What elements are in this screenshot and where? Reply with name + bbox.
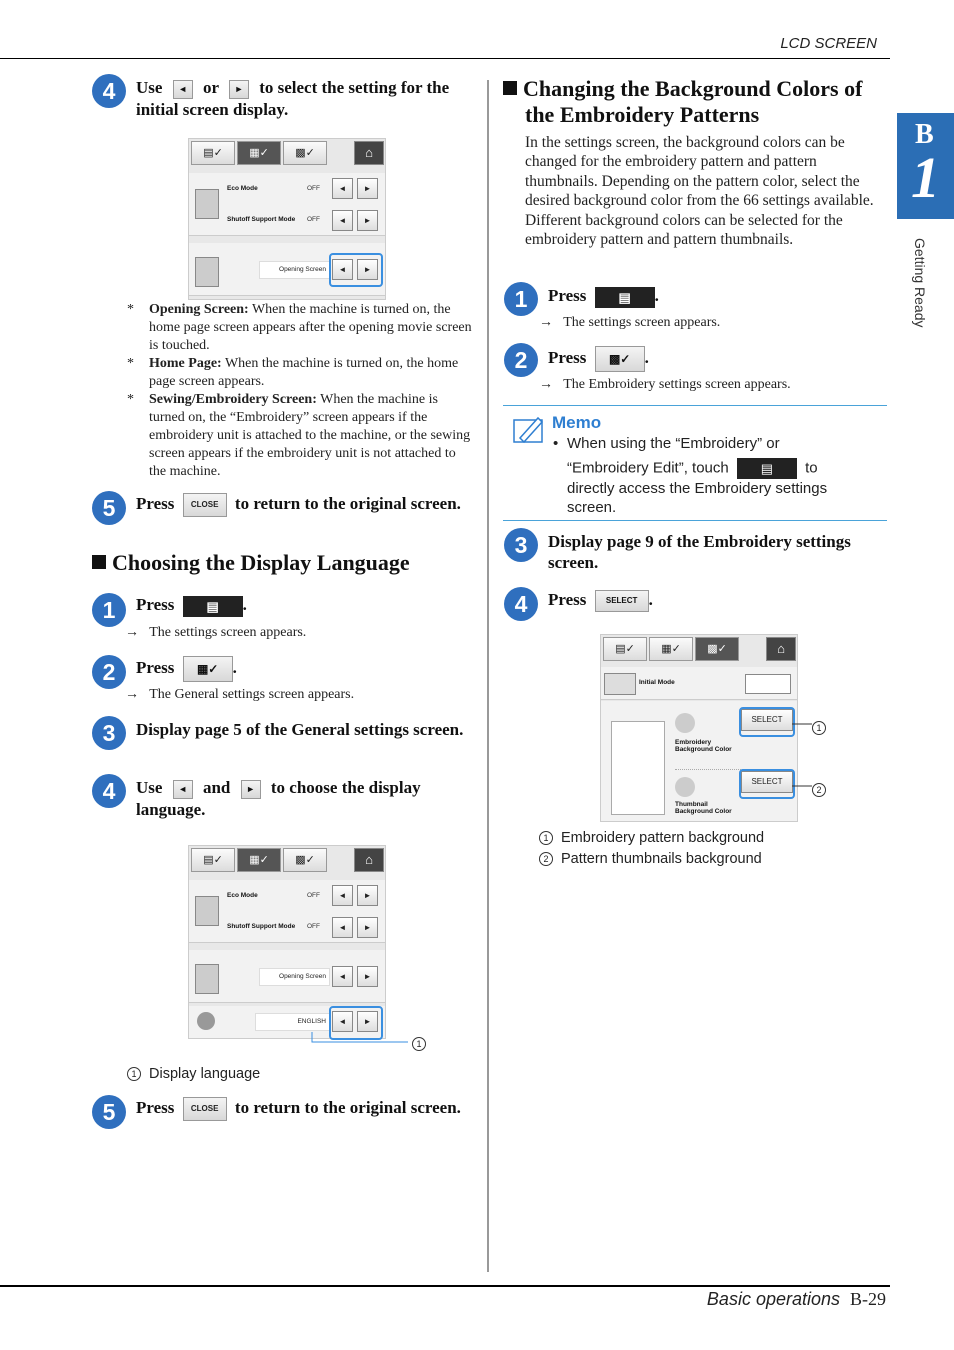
settings-button[interactable] <box>183 596 243 617</box>
step-number: 5 <box>92 491 126 525</box>
settings-tab-icon: ▤✓ <box>203 147 223 159</box>
home-icon: ⌂ <box>777 641 785 656</box>
screen-tab-bar <box>189 846 385 872</box>
shutoff-label: Shutoff Support Mode <box>227 216 296 223</box>
footer-rule <box>0 1285 890 1287</box>
thumbnail-bg-label: Thumbnail Background Color <box>675 801 732 815</box>
step-result: → The General settings screen appears. <box>125 687 355 702</box>
caption-text: Display language <box>149 1066 261 1082</box>
step-word: . <box>644 347 649 367</box>
section-title-line <box>503 76 888 102</box>
step-word: and <box>202 778 231 797</box>
memo-title: Memo <box>552 413 602 432</box>
palette-icon <box>675 713 695 733</box>
step-word: Press <box>548 590 587 609</box>
memo-word: “Embroidery Edit”, touch <box>567 458 729 476</box>
eco-panel <box>189 173 385 236</box>
running-footer <box>707 1289 886 1310</box>
close-button[interactable]: CLOSE <box>183 1097 227 1121</box>
general-settings-button[interactable] <box>183 656 233 682</box>
heading-square <box>503 81 517 95</box>
home-button[interactable] <box>766 637 796 661</box>
highlight-frame <box>739 769 795 799</box>
callout-circle: 2 <box>812 783 826 797</box>
initial-mode-icon <box>604 673 636 695</box>
settings-tab-icon: ▤✓ <box>615 643 635 655</box>
running-header: LCD SCREEN <box>780 35 877 52</box>
step-word: Press <box>548 347 587 367</box>
step-number: 3 <box>92 716 126 750</box>
step-word: to choose the display language. <box>136 778 421 819</box>
language-left-arrow[interactable]: ◄ <box>332 1011 353 1032</box>
settings-tab-icon: ▤✓ <box>203 854 223 866</box>
home-button[interactable] <box>354 141 384 165</box>
initial-mode-panel <box>601 667 797 700</box>
step-word: Press <box>136 657 175 677</box>
step-text <box>136 594 247 617</box>
sewing-machine-check-icon: ▦✓ <box>196 662 219 676</box>
eco-mode-label: Eco Mode <box>227 185 258 192</box>
notepad-icon: ▤ <box>618 289 631 305</box>
highlight-frame <box>329 253 383 287</box>
screen-tab-bar <box>601 635 797 661</box>
embroidery-settings-button[interactable] <box>595 346 645 372</box>
thumbnail-bg-select-button[interactable]: SELECT <box>741 771 793 793</box>
step-word: or <box>202 78 219 97</box>
step-word: Use <box>136 78 163 97</box>
sewing-machine-check-icon: ▦✓ <box>661 643 681 655</box>
left-arrow-button[interactable]: ◄ <box>173 780 193 799</box>
result-text: The Embroidery settings screen appears. <box>563 377 791 392</box>
callout-number <box>812 717 826 736</box>
step-word: to return to the original screen. <box>234 1098 461 1117</box>
left-arrow-button[interactable]: ◄ <box>173 80 193 99</box>
step-result: → The settings screen appears. <box>539 315 721 330</box>
step-word: Press <box>136 1098 175 1117</box>
note-text: When the machine is turned on, the home page screen appears. <box>149 356 459 389</box>
caption-text: Pattern thumbnails background <box>561 851 762 867</box>
opening-screen-value: Opening Screen <box>259 968 330 986</box>
memo-bottom-rule <box>503 520 887 521</box>
memo-word: to <box>805 458 818 476</box>
shutoff-value: OFF <box>307 216 320 223</box>
step-word: Press <box>136 595 175 614</box>
step-word: . <box>232 657 237 677</box>
figure-caption <box>127 1066 260 1082</box>
settings-button[interactable] <box>737 458 797 479</box>
eco-panel <box>189 880 385 943</box>
lcd-general-settings-screen <box>188 138 386 300</box>
initial-mode-label: Initial Mode <box>639 679 675 686</box>
language-right-arrow[interactable]: ► <box>357 1011 378 1032</box>
figure-caption <box>539 830 764 846</box>
notepad-icon: ▤ <box>760 460 774 476</box>
note-item <box>127 301 472 355</box>
step-word: Press <box>548 286 587 305</box>
step-word: . <box>648 590 653 609</box>
language-value: ENGLISH <box>255 1013 330 1031</box>
section-title: Changing the Background Colors of <box>523 76 863 101</box>
chapter-tab <box>897 113 954 219</box>
embroidery-check-icon: ▩✓ <box>295 147 315 159</box>
opening-left-arrow[interactable]: ◄ <box>332 966 353 987</box>
header-rule <box>0 58 890 59</box>
opening-right-arrow[interactable]: ► <box>357 966 378 987</box>
chapter-side-title: Getting Ready <box>912 238 928 328</box>
step-text <box>136 777 466 820</box>
step-text <box>136 493 481 517</box>
opening-panel <box>189 950 385 1003</box>
step-number: 1 <box>504 282 538 316</box>
memo-line: directly access the Embroidery settings screen. <box>567 479 828 516</box>
home-icon: ⌂ <box>365 852 373 867</box>
step-number: 4 <box>92 74 126 108</box>
memo-item <box>553 434 873 518</box>
embroidery-check-icon: ▩✓ <box>295 854 315 866</box>
note-item <box>127 355 472 391</box>
opening-screen-icon <box>195 964 219 994</box>
general-settings-tab[interactable] <box>649 637 693 661</box>
general-settings-tab[interactable] <box>237 141 281 165</box>
note-bullet: * <box>127 302 134 317</box>
opening-left-arrow[interactable]: ◄ <box>332 259 353 280</box>
home-button[interactable] <box>354 848 384 872</box>
column-divider <box>487 80 489 1272</box>
step-text <box>548 346 649 372</box>
embroidery-check-icon: ▩✓ <box>608 352 631 366</box>
step-text <box>136 77 476 120</box>
section-title: Choosing the Display Language <box>112 550 410 575</box>
caption-text: Embroidery pattern background <box>561 830 765 846</box>
step-number: 4 <box>504 587 538 621</box>
note-text: When the machine is turned on, the home page screen appears after the opening movie screen is touched. <box>149 302 472 353</box>
callout-number <box>812 779 826 798</box>
intro-paragraph: In the settings screen, the background colors can be changed for the embroidery pattern and pattern thumbnails. Depending on the pattern color, select the desired background color from the 66 settings available. Different background colors can be selected for the embroidery pattern and pattern thumbnails. <box>525 134 874 249</box>
memo-pencil-icon <box>512 414 546 444</box>
sewing-settings-tab[interactable] <box>191 141 235 165</box>
highlight-frame <box>739 707 795 737</box>
memo-line <box>567 458 873 479</box>
initial-mode-toggle[interactable] <box>745 674 791 694</box>
note-term: Sewing/Embroidery Screen: <box>149 392 317 407</box>
step-result: → The settings screen appears. <box>125 625 307 640</box>
eco-left-arrow[interactable]: ◄ <box>332 178 353 199</box>
screen-tab-bar <box>189 139 385 165</box>
memo-top-rule <box>503 405 887 406</box>
note-text: When the machine is turned on, the “Embroidery” screen appears if the embroidery unit is attached to the machine, or the sewing screen appears if the embroidery unit is not attached to the machine. <box>149 392 471 479</box>
select-button[interactable]: SELECT <box>595 590 649 612</box>
close-button[interactable]: CLOSE <box>183 493 227 517</box>
opening-screen-value: Opening Screen <box>259 261 330 279</box>
note-bullet: * <box>127 356 134 371</box>
step-word: Press <box>136 494 175 513</box>
embroidery-settings-tab[interactable] <box>695 637 739 661</box>
opening-screen-icon <box>195 257 219 287</box>
embroidery-check-icon: ▩✓ <box>707 643 727 655</box>
opening-right-arrow[interactable]: ► <box>357 259 378 280</box>
settings-button[interactable] <box>595 287 655 308</box>
step-text <box>136 656 237 682</box>
result-text: The General settings screen appears. <box>149 687 355 702</box>
section-title-line: the Embroidery Patterns <box>525 102 760 127</box>
note-bullet: * <box>127 392 134 407</box>
memo-line: When using the “Embroidery” or <box>567 435 780 452</box>
step-word: to return to the original screen. <box>234 494 461 513</box>
shutoff-right-arrow[interactable]: ► <box>357 917 378 938</box>
section-heading <box>503 76 888 128</box>
general-settings-tab[interactable] <box>237 848 281 872</box>
callout-circle: 1 <box>812 721 826 735</box>
lcd-language-screen <box>188 845 386 1039</box>
shutoff-label: Shutoff Support Mode <box>227 923 296 930</box>
page-number: B-29 <box>850 1289 886 1309</box>
eco-right-arrow[interactable]: ► <box>357 178 378 199</box>
eco-right-arrow[interactable]: ► <box>357 885 378 906</box>
step-number: 4 <box>92 774 126 808</box>
step-word: to select the setting for the initial screen display. <box>136 78 450 119</box>
note-term: Home Page: <box>149 356 222 371</box>
step-number: 1 <box>92 593 126 627</box>
eco-mode-value: OFF <box>307 892 320 899</box>
eco-left-arrow[interactable]: ◄ <box>332 885 353 906</box>
sewing-machine-check-icon: ▦✓ <box>249 147 269 159</box>
eco-mode-icon <box>195 896 219 926</box>
caption-number: 1 <box>127 1067 141 1081</box>
home-icon: ⌂ <box>365 145 373 160</box>
embroidery-bg-label: Embroidery Background Color <box>675 739 732 753</box>
notepad-icon: ▤ <box>206 598 219 614</box>
eco-mode-icon <box>195 189 219 219</box>
step-number: 5 <box>92 1095 126 1129</box>
caption-number: 1 <box>539 831 553 845</box>
embroidery-settings-tab[interactable] <box>283 141 327 165</box>
note-item <box>127 391 472 481</box>
embroidery-settings-tab[interactable] <box>283 848 327 872</box>
shutoff-right-arrow[interactable]: ► <box>357 210 378 231</box>
callout-line <box>312 1032 408 1042</box>
step-word: . <box>654 286 659 305</box>
result-text: The settings screen appears. <box>149 625 307 640</box>
palette-icon <box>675 777 695 797</box>
step-text: Display page 5 of the General settings screen. <box>136 720 464 739</box>
note-list <box>127 301 472 481</box>
callout-leader <box>300 1030 430 1050</box>
section-heading <box>92 550 410 576</box>
step-number: 2 <box>504 343 538 377</box>
memo-text <box>553 434 873 518</box>
footer-chapter: Basic operations <box>706 1289 840 1309</box>
pattern-preview <box>611 721 665 815</box>
right-arrow-button[interactable]: ► <box>229 80 249 99</box>
step-text <box>136 1097 481 1121</box>
sewing-settings-tab[interactable] <box>191 848 235 872</box>
sewing-settings-tab[interactable] <box>603 637 647 661</box>
step-result: → The Embroidery settings screen appears. <box>539 377 791 392</box>
chapter-letter: B <box>915 119 934 150</box>
callout-circle: 1 <box>412 1037 426 1051</box>
eco-mode-value: OFF <box>307 185 320 192</box>
chapter-number: 1 <box>911 145 940 210</box>
result-text: The settings screen appears. <box>563 315 721 330</box>
right-arrow-button[interactable]: ► <box>241 780 261 799</box>
step-number: 3 <box>504 528 538 562</box>
memo-bullet: • <box>553 435 559 452</box>
step-text <box>548 589 653 612</box>
shutoff-left-arrow[interactable]: ◄ <box>332 917 353 938</box>
step-word: . <box>242 595 247 614</box>
note-term: Opening Screen: <box>149 302 249 317</box>
callout-number <box>412 1035 426 1053</box>
step-text <box>548 285 659 308</box>
eco-mode-label: Eco Mode <box>227 892 258 899</box>
step-text: Display page 9 of the Embroidery settings screen. <box>548 532 851 572</box>
sewing-machine-check-icon: ▦✓ <box>249 854 269 866</box>
shutoff-left-arrow[interactable]: ◄ <box>332 210 353 231</box>
lcd-embroidery-settings-screen <box>600 634 798 822</box>
shutoff-value: OFF <box>307 923 320 930</box>
embroidery-bg-select-button[interactable]: SELECT <box>741 709 793 731</box>
heading-square <box>92 555 106 569</box>
step-number: 2 <box>92 655 126 689</box>
figure-caption <box>539 851 762 867</box>
caption-number: 2 <box>539 852 553 866</box>
globe-icon <box>197 1012 215 1030</box>
step-word: Use <box>136 778 163 797</box>
